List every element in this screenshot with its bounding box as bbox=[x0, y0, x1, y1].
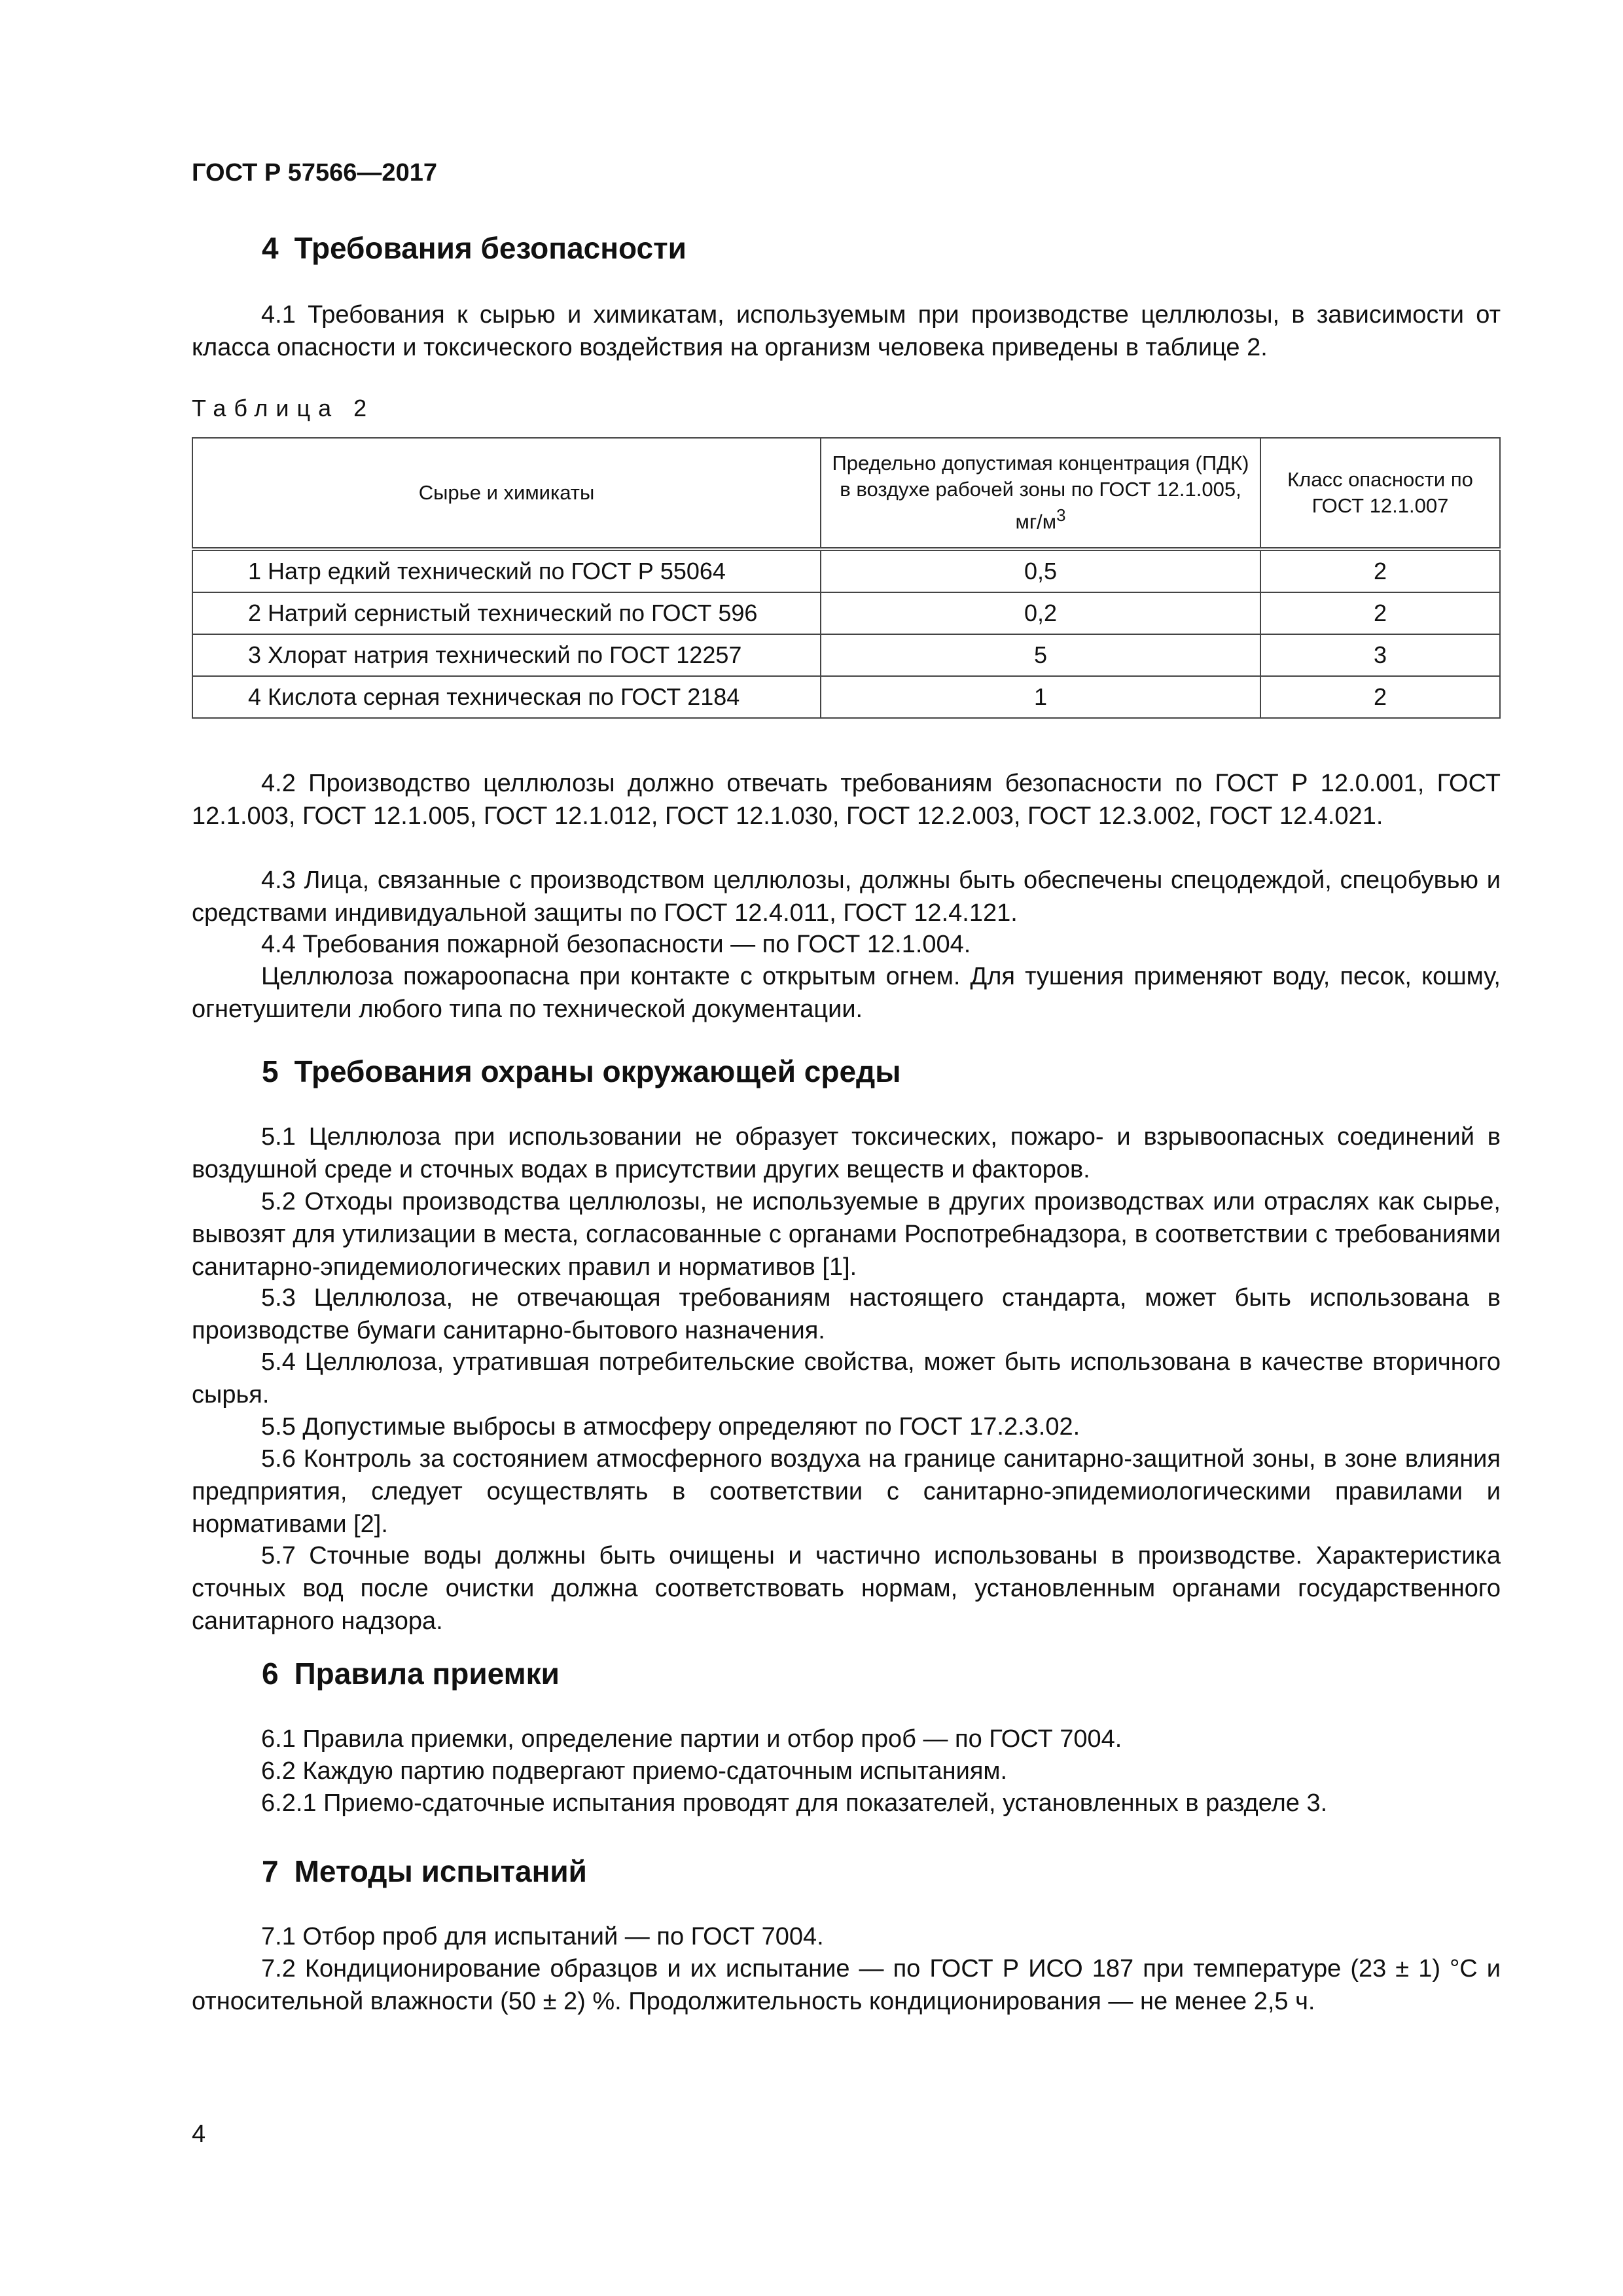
cell-class: 2 bbox=[1260, 676, 1500, 718]
paragraph-5-1: 5.1 Целлюлоза при использовании не образует токсических, пожаро- и взрывоопасных соединений в воздушной среде и сточных водах в присутствии других веществ и факторов. bbox=[192, 1123, 1501, 1183]
paragraph-4-2: 4.2 Производство целлюлозы должно отвечать требованиям безопасности по ГОСТ Р 12.0.001, ГОСТ 12.1.003, ГОСТ 12.1.005, ГОСТ 12.1.012, ГОСТ 12.1.030, ГОСТ 12.2.003, ГОСТ 12.3.002, ГОСТ 12.4.021. bbox=[192, 770, 1501, 830]
section-title: Методы испытаний bbox=[294, 1854, 587, 1888]
section-number: 6 bbox=[262, 1657, 279, 1691]
section-title: Правила приемки bbox=[294, 1657, 560, 1691]
paragraph-5-2: 5.2 Отходы производства целлюлозы, не используемые в других производствах или отраслях как сырье, вывозят для утилизации в места, согласованные с органами Роспотребнадзора, в соответствии с требованиями санитарно-эпидемиологических правил и нормативов [1]. bbox=[192, 1188, 1501, 1281]
superscript: 3 bbox=[1056, 507, 1066, 526]
section-number: 7 bbox=[262, 1854, 279, 1888]
section-5-heading bbox=[262, 1054, 901, 1089]
document-code: ГОСТ Р 57566—2017 bbox=[192, 159, 437, 187]
cell-name: 4 Кислота серная техническая по ГОСТ 2184 bbox=[192, 676, 821, 718]
cell-pdk: 1 bbox=[821, 676, 1260, 718]
header-raw-materials: Сырье и химикаты bbox=[192, 438, 821, 549]
page-number: 4 bbox=[192, 2121, 206, 2148]
section-4-heading bbox=[262, 230, 687, 266]
paragraph-5-6: 5.6 Контроль за состоянием атмосферного воздуха на границе санитарно-защитной зоны, в зоне влияния предприятия, следует осуществлять в соответствии с санитарно-эпидемиологическими правилами и нормативами [2]. bbox=[192, 1445, 1501, 1538]
section-7-heading bbox=[262, 1854, 587, 1889]
paragraph-7-2: 7.2 Кондиционирование образцов и их испытание — по ГОСТ Р ИСО 187 при температуре (23 ± 1) °С и относительной влажности (50 ± 2) %. Продолжительность кондиционирования — не менее 2,5 ч. bbox=[192, 1955, 1501, 2015]
table-row bbox=[192, 592, 1500, 634]
table-caption: Таблица 2 bbox=[192, 395, 375, 422]
section-title: Требования охраны окружающей среды bbox=[294, 1054, 901, 1088]
paragraph-6-2-1: 6.2.1 Приемо-сдаточные испытания проводят для показателей, установленных в разделе 3. bbox=[261, 1789, 1328, 1817]
cell-pdk: 0,2 bbox=[821, 592, 1260, 634]
cell-pdk: 5 bbox=[821, 634, 1260, 676]
table-row bbox=[192, 549, 1500, 592]
table-row bbox=[192, 676, 1500, 718]
section-6-heading bbox=[262, 1656, 560, 1691]
paragraph-5-5: 5.5 Допустимые выбросы в атмосферу определяют по ГОСТ 17.2.3.02. bbox=[261, 1413, 1080, 1441]
cell-name: 2 Натрий сернистый технический по ГОСТ 596 bbox=[192, 592, 821, 634]
cell-name: 1 Натр едкий технический по ГОСТ Р 55064 bbox=[192, 549, 821, 592]
table-row bbox=[192, 634, 1500, 676]
paragraph-5-4: 5.4 Целлюлоза, утратившая потребительские свойства, может быть использована в качестве вторичного сырья. bbox=[192, 1348, 1501, 1408]
section-number: 4 bbox=[262, 231, 279, 265]
paragraph-4-3: 4.3 Лица, связанные с производством целлюлозы, должны быть обеспечены спецодеждой, спецобувью и средствами индивидуальной защиты по ГОСТ 12.4.011, ГОСТ 12.4.121. bbox=[192, 867, 1501, 927]
cell-class: 3 bbox=[1260, 634, 1500, 676]
table-header-row bbox=[192, 438, 1500, 549]
paragraph-4-4: 4.4 Требования пожарной безопасности — по ГОСТ 12.1.004. bbox=[261, 931, 971, 958]
table-2 bbox=[192, 437, 1501, 719]
paragraph-6-2: 6.2 Каждую партию подвергают приемо-сдаточным испытаниям. bbox=[261, 1757, 1008, 1785]
section-number: 5 bbox=[262, 1054, 279, 1088]
section-title: Требования безопасности bbox=[294, 231, 687, 265]
paragraph-5-7: 5.7 Сточные воды должны быть очищены и частично использованы в производстве. Характеристика сточных вод после очистки должна соответствовать нормам, установленным органами государственного санитарного надзора. bbox=[192, 1542, 1501, 1635]
header-pdk: Предельно допустимая концентрация (ПДК) в воздухе рабочей зоны по ГОСТ 12.1.005, $мг/м^3$ bbox=[821, 438, 1260, 549]
paragraph-4-1: 4.1 Требования к сырью и химикатам, используемым при производстве целлюлозы, в зависимости от класса опасности и токсического воздействия на организм человека приведены в таблице 2. bbox=[192, 301, 1501, 361]
cell-name: 3 Хлорат натрия технический по ГОСТ 12257 bbox=[192, 634, 821, 676]
paragraph-5-3: 5.3 Целлюлоза, не отвечающая требованиям настоящего стандарта, может быть использована в производстве бумаги санитарно-бытового назначения. bbox=[192, 1284, 1501, 1344]
paragraph-6-1: 6.1 Правила приемки, определение партии и отбор проб — по ГОСТ 7004. bbox=[261, 1725, 1122, 1753]
cell-pdk: 0,5 bbox=[821, 549, 1260, 592]
header-hazard-class: Класс опасности по ГОСТ 12.1.007 bbox=[1260, 438, 1500, 549]
paragraph-7-1: 7.1 Отбор проб для испытаний — по ГОСТ 7004. bbox=[261, 1923, 824, 1950]
cell-class: 2 bbox=[1260, 592, 1500, 634]
cell-class: 2 bbox=[1260, 549, 1500, 592]
paragraph-4-4-note: Целлюлоза пожароопасна при контакте с открытым огнем. Для тушения применяют воду, песок, кошму, огнетушители любого типа по технической документации. bbox=[192, 963, 1501, 1023]
